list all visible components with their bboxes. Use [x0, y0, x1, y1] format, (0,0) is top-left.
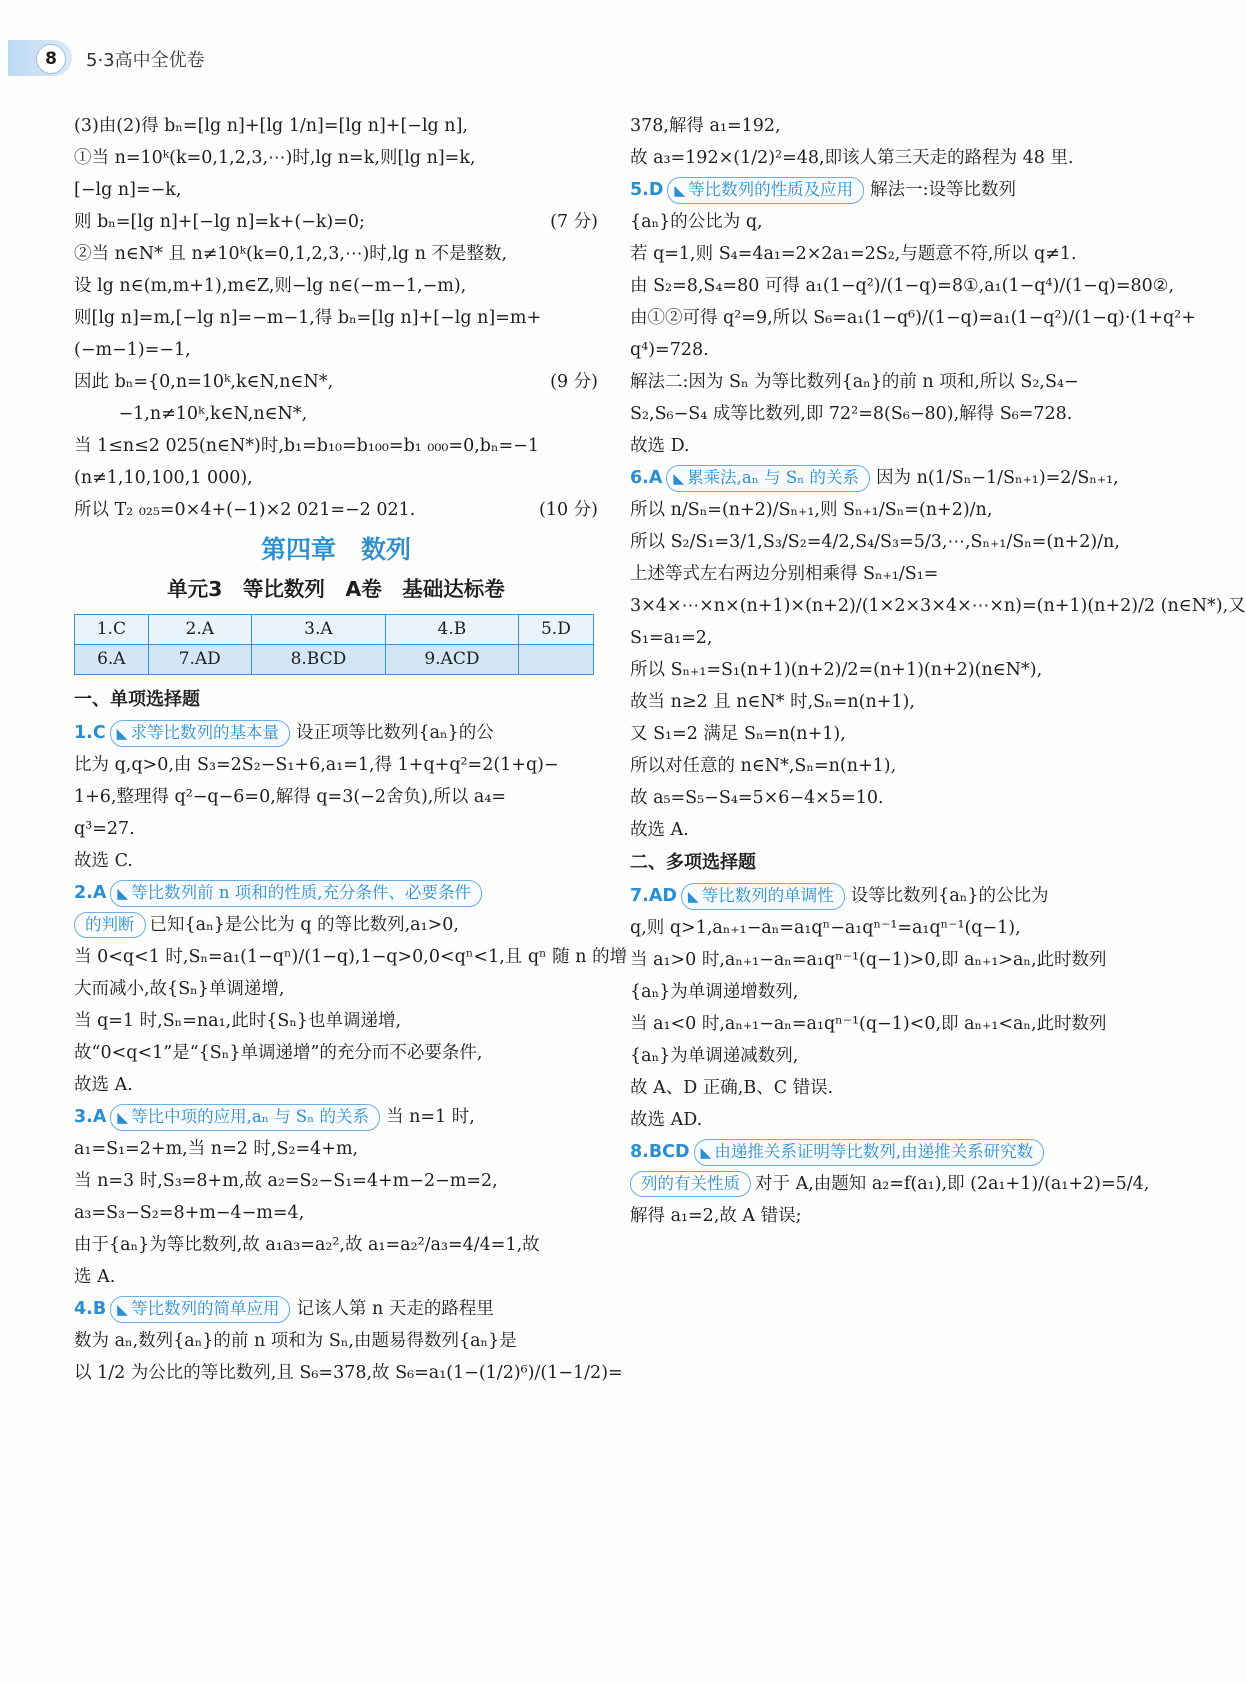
solution-part3 [74, 110, 598, 526]
text-line: S₁=a₁=2, [630, 628, 713, 648]
answer-cell: 4.B [385, 615, 518, 645]
text-line: 当 0<q<1 时,Sₙ=a₁(1−qⁿ)/(1−q),1−q>0,0<qⁿ<1,且 qⁿ 随 n 的增 [74, 947, 628, 967]
book-title: 5·3高中全优卷 [86, 50, 205, 71]
question-1 [74, 717, 598, 877]
section-title: 二、多项选择题 [630, 852, 756, 873]
answer-cell: 6.A [75, 645, 149, 675]
question-number: 4.B [74, 1299, 107, 1319]
text-line: 故选 C. [74, 851, 133, 871]
question-number: 2.A [74, 883, 107, 903]
text-line: 1.C ◣ 求等比数列的基本量 设正项等比数列{aₙ}的公 [74, 717, 598, 749]
topic-tag: ◣ 等比数列的简单应用 [110, 1296, 290, 1323]
text-line: 上述等式左右两边分别相乘得 Sₙ₊₁/S₁= [630, 564, 939, 584]
text-line: 当 a₁>0 时,aₙ₊₁−aₙ=a₁qⁿ⁻¹(q−1)>0,即 aₙ₊₁>aₙ,此时数列 [630, 950, 1107, 970]
text-line: q⁴)=728. [630, 340, 709, 360]
text-line: 故“0<q<1”是“{Sₙ}单调递增”的充分而不必要条件, [74, 1043, 483, 1063]
topic-tag: ◣ 求等比数列的基本量 [110, 720, 290, 747]
text-line: 所以对任意的 n∈N*,Sₙ=n(n+1), [630, 756, 897, 776]
text-line: 比为 q,q>0,由 S₃=2S₂−S₁+6,a₁=1,得 1+q+q²=2(1+q)− [74, 755, 559, 775]
answer-cell: 2.A [148, 615, 251, 645]
topic-tag-continued: 列的有关性质 [630, 1171, 751, 1197]
text-line: 选 A. [74, 1267, 116, 1287]
tag-arrow-icon: ◣ [116, 726, 128, 742]
tag-arrow-icon: ◣ [117, 1302, 128, 1318]
text-line: 4.B ◣ 等比数列的简单应用 记该人第 n 天走的路程里 [74, 1293, 598, 1325]
text-line: 数为 aₙ,数列{aₙ}的前 n 项和为 Sₙ,由题易得数列{aₙ}是 [74, 1331, 517, 1351]
text-line: 以 1/2 为公比的等比数列,且 S₆=378,故 S₆=a₁(1−(1/2)⁶)/(1−1/2)= [74, 1363, 623, 1383]
tag-arrow-icon: ◣ [117, 1110, 129, 1126]
topic-tag-continued: 的判断 [74, 912, 146, 938]
tag-arrow-icon: ◣ [687, 889, 699, 905]
topic-tag: ◣ 等比数列的性质及应用 [667, 177, 864, 204]
text-line: 所以 T₂ ₀₂₅=0×4+(−1)×2 021=−2 021. (10 分) [74, 494, 598, 526]
answer-cell: 1.C [75, 615, 149, 645]
text-line: 7.AD ◣ 等比数列的单调性 设等比数列{aₙ}的公比为 [630, 880, 1150, 912]
question-5 [630, 174, 1196, 462]
question-number: 8.BCD [630, 1142, 690, 1162]
text-line: 则[lg n]=m,[−lg n]=−m−1,得 bₙ=[lg n]+[−lg n]=m+ [74, 308, 542, 328]
question-3 [74, 1101, 598, 1293]
question-number: 7.AD [630, 886, 677, 906]
text-line: 大而减小,故{Sₙ}单调递增, [74, 979, 285, 999]
text-line: 当 1≤n≤2 025(n∈N*)时,b₁=b₁₀=b₁₀₀=b₁ ₀₀₀=0,bₙ=−1 [74, 436, 540, 456]
score: (9 分) [550, 372, 598, 392]
text-line: 6.A ◣ 累乘法,aₙ 与 Sₙ 的关系 因为 n(1/Sₙ−1/Sₙ₊₁)=2/Sₙ₊₁, [630, 462, 1150, 494]
text-line: 解法二:因为 Sₙ 为等比数列{aₙ}的前 n 项和,所以 S₂,S₄− [630, 372, 1079, 392]
tag-arrow-icon: ◣ [700, 1145, 712, 1161]
question-6 [630, 462, 1246, 846]
score: (7 分) [550, 212, 598, 232]
text-line: a₁=S₁=2+m,当 n=2 时,S₂=4+m, [74, 1139, 359, 1159]
text-line: 由 S₂=8,S₄=80 可得 a₁(1−q²)/(1−q)=8①,a₁(1−q⁴)/(1−q)=80②, [630, 276, 1175, 296]
text-line: 所以 S₂/S₁=3/1,S₃/S₂=4/2,S₄/S₃=5/3,⋯,Sₙ₊₁/Sₙ=(n+2)/n, [630, 532, 1120, 552]
text-line: 5.D ◣ 等比数列的性质及应用 解法一:设等比数列 [630, 174, 1150, 206]
text-line: 所以 Sₙ₊₁=S₁(n+1)(n+2)/2=(n+1)(n+2)(n∈N*), [630, 660, 1043, 680]
text-line: 由①②可得 q²=9,所以 S₆=a₁(1−q⁶)/(1−q)=a₁(1−q²)/(1−q)·(1+q²+ [630, 308, 1196, 328]
answer-table [74, 614, 594, 675]
topic-tag: ◣ 等比数列前 n 项和的性质,充分条件、必要条件 [110, 880, 482, 907]
topic-tag: ◣ 由递推关系证明等比数列,由递推关系研究数 [694, 1139, 1045, 1166]
text-line: S₂,S₆−S₄ 成等比数列,即 72²=8(S₆−80),解得 S₆=728. [630, 404, 1073, 424]
question-number: 3.A [74, 1107, 107, 1127]
tag-arrow-icon: ◣ [674, 183, 686, 199]
text-line: 则 bₙ=[lg n]+[−lg n]=k+(−k)=0; (7 分) [74, 206, 598, 238]
text-line: 故当 n≥2 且 n∈N* 时,Sₙ=n(n+1), [630, 692, 915, 712]
text-line: 1+6,整理得 q²−q−6=0,解得 q=3(−2舍负),所以 a₄= [74, 787, 507, 807]
question-number: 5.D [630, 180, 664, 200]
text-line: 故选 A. [74, 1075, 133, 1095]
unit-title: 单元3 等比数列 A卷 基础达标卷 [167, 577, 505, 601]
tag-arrow-icon: ◣ [117, 886, 129, 902]
text-line: 当 a₁<0 时,aₙ₊₁−aₙ=a₁qⁿ⁻¹(q−1)<0,即 aₙ₊₁<aₙ,此时数列 [630, 1014, 1107, 1034]
answer-cell: 5.D [518, 615, 593, 645]
right-column [630, 110, 1246, 1232]
text-line: q,则 q>1,aₙ₊₁−aₙ=a₁qⁿ−a₁qⁿ⁻¹=a₁qⁿ⁻¹(q−1), [630, 918, 1021, 938]
text-line: q³=27. [74, 819, 135, 839]
question-number: 1.C [74, 723, 106, 743]
text-line: 当 n=3 时,S₃=8+m,故 a₂=S₂−S₁=4+m−2−m=2, [74, 1171, 498, 1191]
text-line: ②当 n∈N* 且 n≠10ᵏ(k=0,1,2,3,⋯)时,lg n 不是整数, [74, 244, 508, 264]
text-line: 设 lg n∈(m,m+1),m∈Z,则−lg n∈(−m−1,−m), [74, 276, 467, 296]
answer-cell: 9.ACD [385, 645, 518, 675]
question-7 [630, 880, 1150, 1136]
text-line: 故 a₅=S₅−S₄=5×6−4×5=10. [630, 788, 884, 808]
text-line: 3.A ◣ 等比中项的应用,aₙ 与 Sₙ 的关系 当 n=1 时, [74, 1101, 598, 1133]
text-line: [−lg n]=−k, [74, 180, 182, 200]
text-line [630, 1136, 1150, 1168]
page-number: 8 [36, 44, 66, 74]
text-line: 又 S₁=2 满足 Sₙ=n(n+1), [630, 724, 846, 744]
text-line: 解得 a₁=2,故 A 错误; [630, 1206, 802, 1226]
question-8 [630, 1136, 1150, 1232]
topic-tag: ◣ 等比数列的单调性 [681, 883, 845, 910]
text-line: −1,n≠10ᵏ,k∈N,n∈N*, [74, 404, 308, 424]
text-line: {aₙ}为单调递增数列, [630, 982, 799, 1002]
text-line: {aₙ}的公比为 q, [630, 212, 763, 232]
left-column [74, 110, 628, 1389]
text-line: ①当 n=10ᵏ(k=0,1,2,3,⋯)时,lg n=k,则[lg n]=k, [74, 148, 476, 168]
topic-tag: ◣ 等比中项的应用,aₙ 与 Sₙ 的关系 [110, 1104, 380, 1131]
question-number: 6.A [630, 468, 663, 488]
text-line [74, 877, 598, 909]
text-line: 当 q=1 时,Sₙ=na₁,此时{Sₙ}也单调递增, [74, 1011, 402, 1031]
answer-cell: 7.AD [148, 645, 251, 675]
question-2 [74, 877, 628, 1101]
text-line: 若 q=1,则 S₄=4a₁=2×2a₁=2S₂,与题意不符,所以 q≠1. [630, 244, 1077, 264]
text-line: 因此 bₙ={0,n=10ᵏ,k∈N,n∈N*, (9 分) [74, 366, 598, 398]
text-line: a₃=S₃−S₂=8+m−4−m=4, [74, 1203, 305, 1223]
answer-cell: 3.A [251, 615, 385, 645]
section-title: 一、单项选择题 [74, 689, 200, 710]
text-line: 故选 A. [630, 820, 689, 840]
text-line: 故选 AD. [630, 1110, 703, 1130]
tag-arrow-icon: ◣ [673, 471, 685, 487]
text-line: (−m−1)=−1, [74, 340, 191, 360]
text-line: 3×4×⋯×n×(n+1)×(n+2)/(1×2×3×4×⋯×n)=(n+1)(n+2)/2 (n∈N*),又 [630, 596, 1246, 616]
text-line: (n≠1,10,100,1 000), [74, 468, 253, 488]
answer-cell [518, 645, 593, 675]
text-line: {aₙ}为单调递减数列, [630, 1046, 799, 1066]
text-line: 故 a₃=192×(1/2)²=48,即该人第三天走的路程为 48 里. [630, 148, 1074, 168]
text-line: 的判断 已知{aₙ}是公比为 q 的等比数列,a₁>0, [74, 909, 598, 941]
text-line: 列的有关性质 对于 A,由题知 a₂=f(a₁),即 (2a₁+1)/(a₁+2)=5/4, [630, 1168, 1150, 1200]
question-4 [74, 1293, 623, 1389]
chapter-title: 第四章 数列 [260, 535, 411, 564]
text-line: 故 A、D 正确,B、C 错误. [630, 1078, 834, 1098]
text-line: 378,解得 a₁=192, [630, 116, 781, 136]
text-line: (3)由(2)得 bₙ=[lg n]+[lg 1/n]=[lg n]+[−lg n], [74, 116, 468, 136]
score: (10 分) [539, 500, 598, 520]
text-line: 故选 D. [630, 436, 690, 456]
text-line: 由于{aₙ}为等比数列,故 a₁a₃=a₂²,故 a₁=a₂²/a₃=4/4=1,故 [74, 1235, 540, 1255]
text-line: 所以 n/Sₙ=(n+2)/Sₙ₊₁,则 Sₙ₊₁/Sₙ=(n+2)/n, [630, 500, 993, 520]
topic-tag: ◣ 累乘法,aₙ 与 Sₙ 的关系 [666, 465, 870, 492]
answer-cell: 8.BCD [251, 645, 385, 675]
